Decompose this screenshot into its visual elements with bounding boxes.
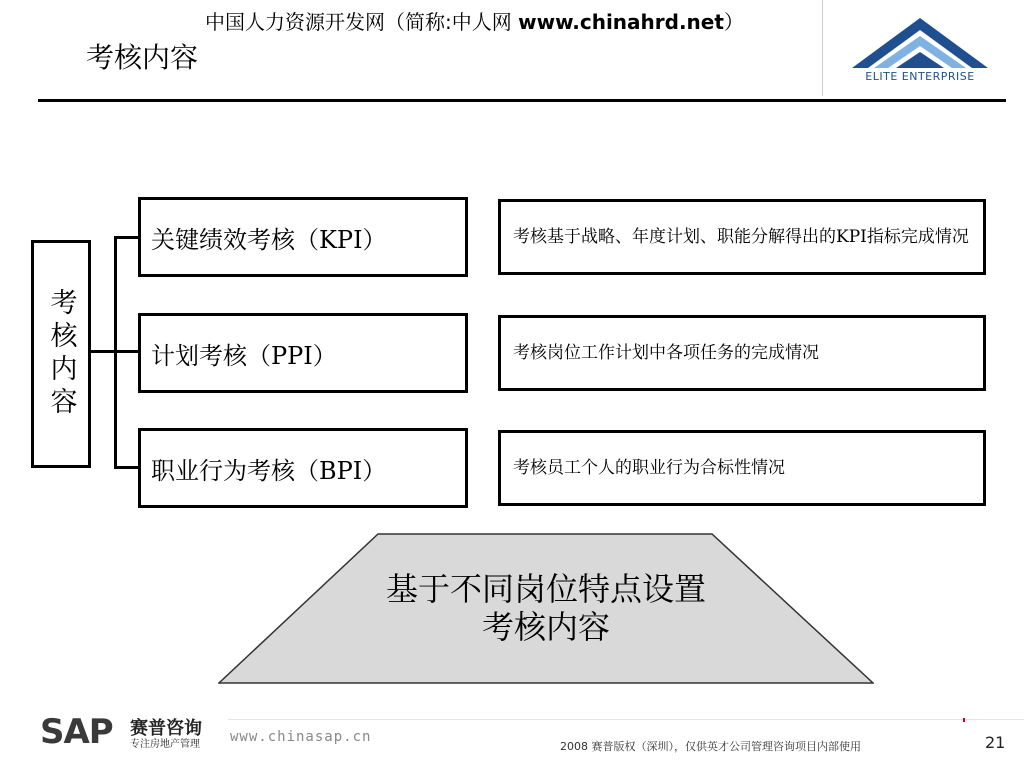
description-bpi-text: 考核员工个人的职业行为合标性情况 <box>513 457 785 478</box>
category-kpi <box>138 197 468 277</box>
site-banner <box>205 6 744 35</box>
summary-line-2: 考核内容 <box>481 608 610 647</box>
logo-wordmark: ELITE ENTERPRISE <box>865 70 975 83</box>
site-banner-url[interactable]: www.chinahrd.net <box>518 10 724 34</box>
copyright-notice: 2008 赛普版权（深圳），仅供英才公司管理咨询项目内部使用 <box>560 740 861 753</box>
category-bpi <box>138 428 468 508</box>
footer-accent-mark <box>963 718 965 722</box>
summary-line-1: 基于不同岗位特点设置 <box>385 570 706 608</box>
category-ppi-label: 计划考核（PPI） <box>151 341 337 370</box>
sap-brand-cn: 赛普咨询 <box>130 718 202 739</box>
site-banner-prefix: 中国人力资源开发网（简称:中人网 <box>205 10 519 34</box>
description-kpi <box>498 199 986 275</box>
category-ppi <box>138 313 468 393</box>
connector-root-stub <box>88 350 116 353</box>
page-title: 考核内容 <box>86 41 199 74</box>
description-kpi-text: 考核基于战略、年度计划、职能分解得出的KPI指标完成情况 <box>513 226 969 247</box>
connector-branch-kpi <box>114 236 140 239</box>
category-kpi-label: 关键绩效考核（KPI） <box>151 225 387 254</box>
root-node <box>31 240 91 468</box>
header-rule <box>38 99 1006 102</box>
page-number: 21 <box>985 733 1006 752</box>
connector-branch-ppi <box>114 350 140 353</box>
footer-url-link[interactable]: www.chinasap.cn <box>230 729 372 745</box>
description-ppi-text: 考核岗位工作计划中各项任务的完成情况 <box>513 342 819 363</box>
category-bpi-label: 职业行为考核（BPI） <box>151 456 387 485</box>
summary-text <box>218 570 874 647</box>
sap-brand-tagline: 专注房地产管理 <box>130 739 200 750</box>
root-node-label: 考核内容 <box>45 288 77 420</box>
footer-rule <box>228 719 1024 720</box>
sap-logo: SAP <box>40 712 113 752</box>
connector-branch-bpi <box>114 466 140 469</box>
header-divider <box>822 0 823 96</box>
description-bpi <box>498 430 986 506</box>
description-ppi <box>498 315 986 391</box>
site-banner-suffix: ） <box>723 10 744 34</box>
